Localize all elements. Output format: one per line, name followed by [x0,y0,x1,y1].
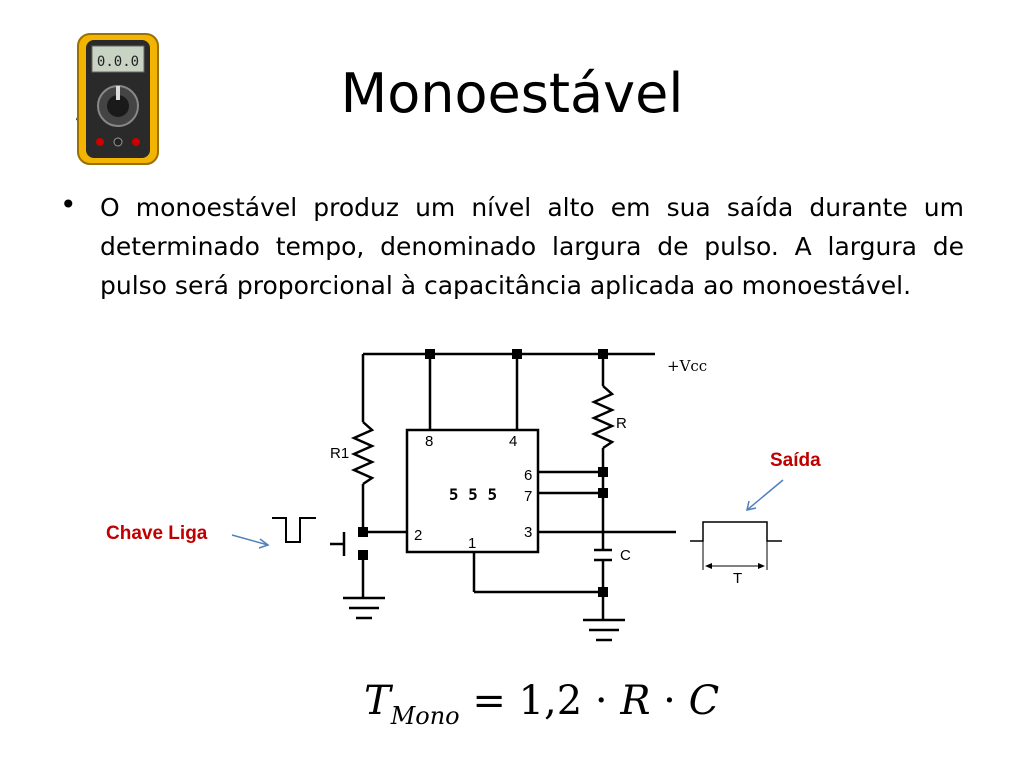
pin-6-label: 6 [524,467,533,484]
r-label: R [616,415,627,432]
pin-3-label: 3 [524,524,533,541]
bullet-text: O monoestável produz um nível alto em sua saída durante um determinado tempo, denominado largura de pulso. A largura de pulso será proporcional à capacitância aplicada ao monoestável. [100,193,964,300]
r1-label: R1 [330,445,350,462]
formula-t: T [364,678,391,724]
c-label: C [620,547,631,564]
chave-liga-label: Chave Liga [106,523,208,544]
ic-555-label: 5 5 5 [448,485,498,504]
formula-dot: · [650,678,689,724]
svg-text:0.0.0: 0.0.0 [96,54,140,70]
t-label: T [733,570,743,587]
formula-rhs-prefix: = 1,2 · [459,678,621,724]
vcc-label: +Vcc [667,357,708,375]
formula-sub: Mono [390,702,460,730]
bullet-marker: • [60,188,77,221]
formula-c: C [688,678,720,724]
page-title: Monoestável [340,62,684,125]
pin-8-label: 8 [425,433,434,450]
pin-1-label: 1 [468,535,477,552]
formula-r: R [620,678,651,724]
pin-4-label: 4 [509,433,518,450]
saida-label: Saída [770,450,821,471]
formula [364,678,719,730]
pin-7-label: 7 [524,488,533,505]
pin-2-label: 2 [414,527,423,544]
